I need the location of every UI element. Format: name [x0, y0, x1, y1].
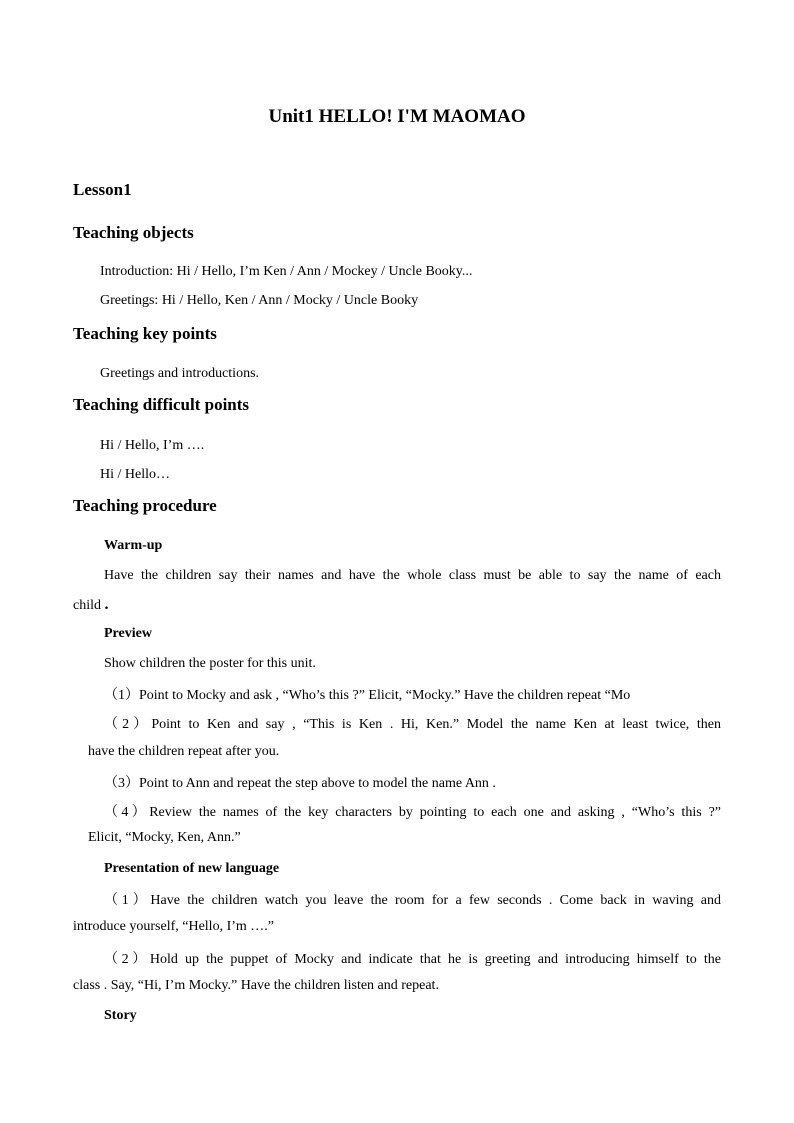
warmup-heading: Warm-up [104, 538, 163, 553]
difficult-points-line-1: Hi / Hello, I’m …. [100, 438, 205, 453]
presentation-step-1-line-1: （1）Have the children watch you leave the room for a few seconds . Come back in waving and [104, 893, 721, 908]
difficult-points-line-2: Hi / Hello… [100, 467, 170, 482]
preview-step-2-line-1: （2）Point to Ken and say , “This is Ken . Hi, Ken.” Model the name Ken at least twice, then [104, 717, 721, 732]
presentation-step-2-line-1: （2）Hold up the puppet of Mocky and indicate that he is greeting and introducing himself to the [104, 952, 721, 967]
presentation-heading: Presentation of new language [104, 861, 280, 876]
key-points-line: Greetings and introductions. [100, 366, 260, 381]
lesson-heading: Lesson1 [73, 180, 132, 199]
story-heading: Story [104, 1008, 137, 1023]
preview-line-1: Show children the poster for this unit. [104, 656, 316, 671]
difficult-points-heading: Teaching difficult points [73, 395, 250, 414]
preview-step-3: （3）Point to Ann and repeat the step above to model the name Ann . [104, 776, 496, 791]
document-title: Unit1 HELLO! I'M MAOMAO [268, 106, 526, 127]
preview-step-1: （1）Point to Mocky and ask , “Who’s this ?” Elicit, “Mocky.” Have the children repeat “Mo [104, 688, 631, 703]
teaching-objects-heading: Teaching objects [73, 223, 194, 242]
warmup-text-word: child [73, 598, 101, 613]
warmup-text-line-2 [73, 596, 109, 614]
objects-greetings-line: Greetings: Hi / Hello, Ken / Ann / Mocky / Uncle Booky [100, 293, 419, 308]
warmup-text-period: . [104, 596, 109, 613]
preview-heading: Preview [104, 626, 152, 641]
teaching-procedure-heading: Teaching procedure [73, 496, 217, 515]
preview-step-4-line-2: Elicit, “Mocky, Ken, Ann.” [88, 830, 241, 845]
warmup-text-line-1: Have the children say their names and have the whole class must be able to say the name of each [104, 568, 721, 583]
objects-introduction-line: Introduction: Hi / Hello, I’m Ken / Ann / Mockey / Uncle Booky... [100, 264, 473, 279]
key-points-heading: Teaching key points [73, 324, 217, 343]
preview-step-2-line-2: have the children repeat after you. [88, 744, 280, 759]
presentation-step-1-line-2: introduce yourself, “Hello, I’m ….” [73, 919, 274, 934]
presentation-step-2-line-2: class . Say, “Hi, I’m Mocky.” Have the children listen and repeat. [73, 978, 439, 993]
preview-step-4-line-1: （4）Review the names of the key characters by pointing to each one and asking , “Who’s this ?” [104, 805, 721, 820]
